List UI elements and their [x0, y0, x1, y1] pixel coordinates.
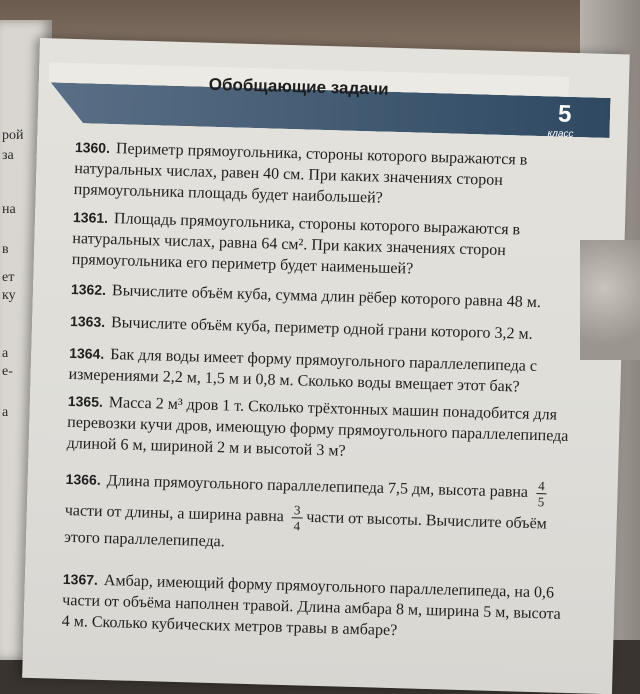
- problem-number: 1360.: [74, 139, 111, 156]
- problem-1362: [71, 279, 581, 314]
- problem-text: Периметр прямоугольника, стороны которого выражаются в натуральных числах, равен 40 см. При каких значениях сторон прямоугольника площадь будет наибольшей?: [73, 140, 528, 207]
- problem-number: 1364.: [68, 344, 105, 362]
- problem-1365: [66, 391, 578, 468]
- textbook-page: [22, 38, 630, 694]
- fraction-numerator: 4: [536, 478, 547, 494]
- margin-fragment: в: [2, 242, 9, 257]
- grade-label: класс: [547, 128, 574, 140]
- problem-1361: [72, 207, 584, 284]
- margin-fragment: ет: [2, 270, 15, 285]
- problem-number: 1363.: [69, 312, 106, 330]
- grade-number: 5: [557, 100, 572, 128]
- problem-text: Вычислите объём куба, периметр одной грани которого 3,2 м.: [110, 314, 533, 343]
- problem-1363: [70, 311, 580, 346]
- problem-number: 1366.: [65, 471, 101, 489]
- fraction-three-fourths: [291, 502, 302, 533]
- problem-text: Длина прямоугольного параллелепипеда 7,5 дм, высота равна: [106, 472, 529, 501]
- problem-number: 1361.: [72, 208, 109, 226]
- fraction-four-fifths: [536, 478, 547, 509]
- problem-text: Вычислите объём куба, сумма длин рёбер которого равна 48 м.: [111, 282, 542, 312]
- margin-fragment: а: [2, 405, 9, 420]
- fraction-denominator: 5: [537, 494, 545, 510]
- problem-text: части от длины, а ширина равна: [64, 502, 285, 526]
- problem-text: Масса 2 м³ дров 1 т. Сколько трёхтонных машин понадобится для перевозки кучи дров, имеющую форму прямоугольного параллелепипеда длиной 6 м, шириной 2 м и высотой 3 м?: [66, 394, 569, 460]
- problem-1360: [73, 137, 585, 214]
- margin-fragment: а: [2, 346, 9, 361]
- margin-fragment: е-: [2, 364, 13, 379]
- margin-fragment: ку: [2, 288, 16, 303]
- page-title: Обобщающие задачи: [208, 74, 389, 99]
- margin-fragment: на: [2, 202, 16, 217]
- margin-fragment: рой: [2, 128, 24, 143]
- problem-number: 1362.: [70, 280, 107, 298]
- margin-fragment: за: [2, 148, 14, 163]
- problem-1366: [64, 465, 576, 562]
- problem-1364: [68, 343, 579, 399]
- background-object: [580, 240, 640, 360]
- problem-1367: [61, 569, 573, 646]
- problem-number: 1367.: [62, 570, 99, 588]
- problem-text: части от высоты. Вычислите объём этого параллелепипеда.: [63, 508, 548, 551]
- problem-text: Амбар, имеющий форму прямоугольного параллелепипеда, на 0,6 части от объёма наполнен травой. Длина амбара 8 м, ширина 5 м, высота 4 м. Сколько кубических метров травы в амбаре?: [61, 571, 562, 640]
- problem-number: 1365.: [67, 392, 104, 410]
- problem-text: Бак для воды имеет форму прямоугольного параллелепипеда с измерениями 2,2 м, 1,5 м и 0,8 м. Сколько воды вмещает этот бак?: [68, 346, 538, 396]
- problem-text: Площадь прямоугольника, стороны которого выражаются в натуральных числах, равна 64 см². При каких значениях сторон прямоугольника его периметр будет наименьшей?: [71, 210, 521, 278]
- fraction-numerator: 3: [292, 502, 303, 518]
- fraction-denominator: 4: [293, 518, 301, 534]
